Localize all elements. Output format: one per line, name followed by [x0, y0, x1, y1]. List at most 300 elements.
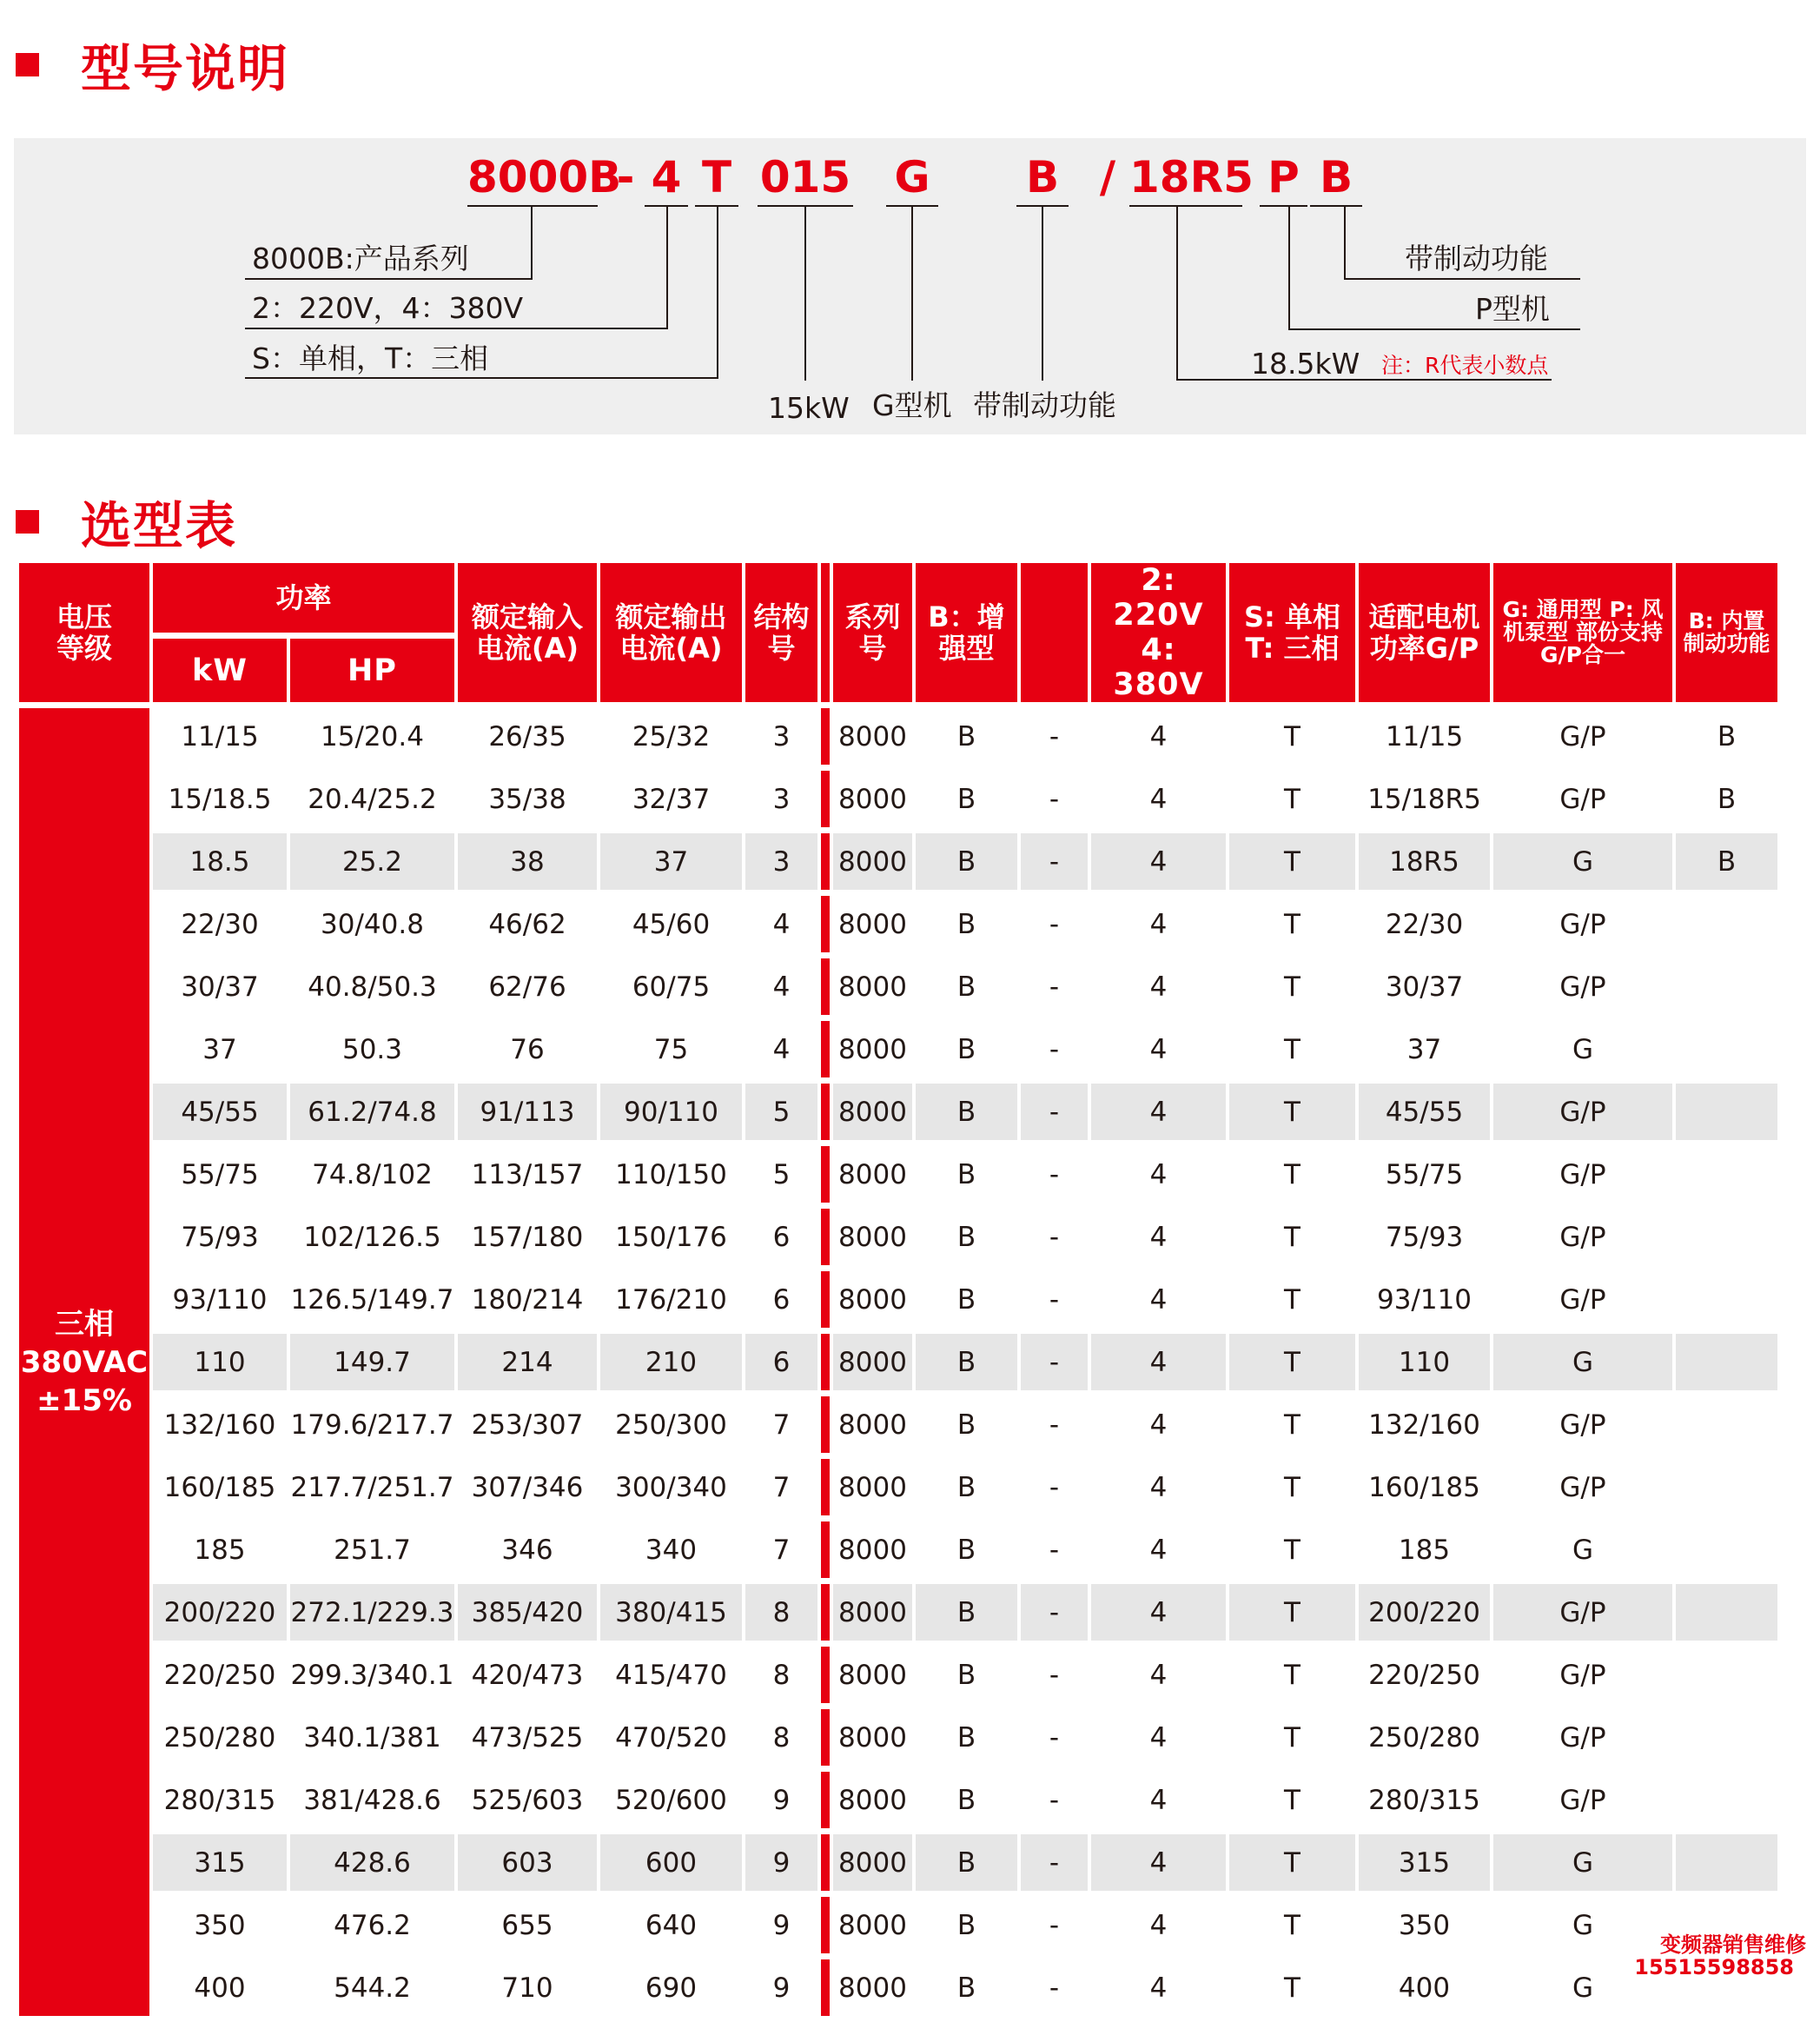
cell-b: B: [916, 1897, 1017, 1953]
cell-brake: [1676, 1584, 1777, 1641]
cell-b: B: [916, 1772, 1017, 1828]
cell-phase: T: [1229, 833, 1355, 890]
table-row: [19, 1959, 1777, 2016]
cell-dash: -: [1021, 1521, 1088, 1578]
cell-kw: 315: [153, 1834, 287, 1891]
cell-structure: 6: [745, 1209, 817, 1265]
cell-phase: T: [1229, 771, 1355, 827]
cell-output-current: 340: [600, 1521, 742, 1578]
cell-hp: 251.7: [290, 1521, 454, 1578]
table-divider: [821, 1521, 830, 1578]
cell-output-current: 75: [600, 1021, 742, 1077]
cell-structure: 5: [745, 1146, 817, 1203]
label-brake-g: 带制动功能: [973, 388, 1116, 422]
table-divider: [821, 708, 830, 765]
cell-motor-power: 315: [1359, 1834, 1490, 1891]
cell-phase: T: [1229, 1334, 1355, 1390]
cell-voltage-code: 4: [1091, 1959, 1226, 2016]
section-title-selection: [16, 485, 237, 558]
cell-voltage-code: 4: [1091, 1271, 1226, 1328]
cell-kw: 11/15: [153, 708, 287, 765]
cell-series: 8000: [833, 1396, 912, 1453]
header-row: [19, 563, 1777, 633]
label-power-g: 15kW: [768, 391, 850, 425]
table-row: [19, 1772, 1777, 1828]
cell-motor-power: 93/110: [1359, 1271, 1490, 1328]
cell-output-current: 640: [600, 1897, 742, 1953]
label-note: 注：R代表小数点: [1381, 353, 1549, 378]
cell-kw: 185: [153, 1521, 287, 1578]
cell-input-current: 525/603: [458, 1772, 597, 1828]
cell-voltage-code: 4: [1091, 1521, 1226, 1578]
header-phase-code: S: 单相 T: 三相: [1229, 563, 1355, 702]
cell-dash: -: [1021, 1021, 1088, 1077]
cell-phase: T: [1229, 1772, 1355, 1828]
cell-b: B: [916, 1709, 1017, 1766]
cell-b: B: [916, 771, 1017, 827]
cell-motor-power: 250/280: [1359, 1709, 1490, 1766]
cell-gp-type: G/P: [1493, 1146, 1672, 1203]
cell-hp: 102/126.5: [290, 1209, 454, 1265]
cell-phase: T: [1229, 1021, 1355, 1077]
label-brake-p: 带制动功能: [1405, 242, 1548, 275]
cell-motor-power: 37: [1359, 1021, 1490, 1077]
cell-series: 8000: [833, 833, 912, 890]
cell-input-current: 76: [458, 1021, 597, 1077]
cell-phase: T: [1229, 1396, 1355, 1453]
cell-output-current: 176/210: [600, 1271, 742, 1328]
cell-hp: 272.1/229.3: [290, 1584, 454, 1641]
leader-line: [804, 207, 806, 381]
cell-b: B: [916, 958, 1017, 1015]
cell-voltage-code: 4: [1091, 1396, 1226, 1453]
cell-output-current: 110/150: [600, 1146, 742, 1203]
table-row: [19, 896, 1777, 952]
table-divider: [821, 1021, 830, 1077]
header-voltage-code: 2: 220V 4: 380V: [1091, 563, 1226, 702]
cell-dash: -: [1021, 1459, 1088, 1515]
table-row: [19, 1396, 1777, 1453]
cell-structure: 9: [745, 1834, 817, 1891]
cell-kw: 30/37: [153, 958, 287, 1015]
table-row: [19, 1521, 1777, 1578]
cell-structure: 4: [745, 1021, 817, 1077]
cell-phase: T: [1229, 1959, 1355, 2016]
cell-kw: 55/75: [153, 1146, 287, 1203]
cell-b: B: [916, 1334, 1017, 1390]
code-p-type: P: [1267, 152, 1300, 202]
code-series: 8000B: [467, 152, 622, 202]
cell-structure: 9: [745, 1772, 817, 1828]
cell-dash: -: [1021, 833, 1088, 890]
cell-dash: -: [1021, 1334, 1088, 1390]
cell-gp-type: G: [1493, 1334, 1672, 1390]
code-g-type: G: [894, 152, 930, 202]
cell-gp-type: G/P: [1493, 1709, 1672, 1766]
cell-hp: 20.4/25.2: [290, 771, 454, 827]
cell-motor-power: 11/15: [1359, 708, 1490, 765]
cell-structure: 7: [745, 1459, 817, 1515]
cell-brake: [1676, 1772, 1777, 1828]
cell-gp-type: G: [1493, 1959, 1672, 2016]
cell-gp-type: G/P: [1493, 1772, 1672, 1828]
code-brake-p: B: [1319, 152, 1353, 202]
square-bullet-icon: [16, 53, 39, 76]
leader-line: [1176, 379, 1552, 381]
cell-dash: -: [1021, 958, 1088, 1015]
cell-series: 8000: [833, 1834, 912, 1891]
cell-kw: 45/55: [153, 1084, 287, 1140]
cell-phase: T: [1229, 1897, 1355, 1953]
cell-input-current: 62/76: [458, 958, 597, 1015]
cell-input-current: 46/62: [458, 896, 597, 952]
cell-gp-type: G/P: [1493, 1459, 1672, 1515]
cell-series: 8000: [833, 708, 912, 765]
cell-dash: -: [1021, 1146, 1088, 1203]
cell-motor-power: 200/220: [1359, 1584, 1490, 1641]
cell-output-current: 690: [600, 1959, 742, 2016]
cell-structure: 8: [745, 1647, 817, 1703]
cell-motor-power: 160/185: [1359, 1459, 1490, 1515]
cell-voltage-code: 4: [1091, 1209, 1226, 1265]
cell-kw: 250/280: [153, 1709, 287, 1766]
cell-series: 8000: [833, 896, 912, 952]
cell-motor-power: 18R5: [1359, 833, 1490, 890]
table-divider: [821, 1709, 830, 1766]
cell-motor-power: 55/75: [1359, 1146, 1490, 1203]
cell-phase: T: [1229, 896, 1355, 952]
label-p-type: P型机: [1475, 292, 1550, 326]
cell-gp-type: G: [1493, 1834, 1672, 1891]
table-divider: [821, 563, 830, 702]
cell-gp-type: G: [1493, 1897, 1672, 1953]
cell-b: B: [916, 1521, 1017, 1578]
cell-input-current: 113/157: [458, 1146, 597, 1203]
cell-output-current: 600: [600, 1834, 742, 1891]
cell-input-current: 91/113: [458, 1084, 597, 1140]
footer-service: 变频器销售维修: [1660, 1933, 1806, 1957]
cell-dash: -: [1021, 1897, 1088, 1953]
header-output-current: 额定输出电流(A): [600, 563, 742, 702]
leader-line: [717, 207, 718, 379]
cell-motor-power: 75/93: [1359, 1209, 1490, 1265]
cell-kw: 132/160: [153, 1396, 287, 1453]
cell-kw: 160/185: [153, 1459, 287, 1515]
header-gp-type: G: 通用型 P: 风机泵型 部份支持G/P合一: [1493, 563, 1672, 702]
leader-line: [911, 207, 913, 381]
cell-motor-power: 220/250: [1359, 1647, 1490, 1703]
cell-output-current: 45/60: [600, 896, 742, 952]
cell-b: B: [916, 1459, 1017, 1515]
cell-kw: 200/220: [153, 1584, 287, 1641]
underline: [1129, 205, 1242, 207]
cell-input-current: 26/35: [458, 708, 597, 765]
cell-structure: 6: [745, 1271, 817, 1328]
cell-input-current: 35/38: [458, 771, 597, 827]
underline: [1260, 205, 1307, 207]
cell-kw: 15/18.5: [153, 771, 287, 827]
table-row: [19, 1709, 1777, 1766]
cell-hp: 126.5/149.7: [290, 1271, 454, 1328]
cell-brake: [1676, 1146, 1777, 1203]
table-row: [19, 1084, 1777, 1140]
cell-series: 8000: [833, 1021, 912, 1077]
cell-structure: 5: [745, 1084, 817, 1140]
cell-output-current: 60/75: [600, 958, 742, 1015]
cell-dash: -: [1021, 771, 1088, 827]
cell-b: B: [916, 1834, 1017, 1891]
cell-structure: 4: [745, 958, 817, 1015]
table-row: [19, 1834, 1777, 1891]
cell-brake: [1676, 1209, 1777, 1265]
cell-hp: 428.6: [290, 1834, 454, 1891]
cell-series: 8000: [833, 1521, 912, 1578]
cell-series: 8000: [833, 1271, 912, 1328]
cell-gp-type: G/P: [1493, 1209, 1672, 1265]
cell-brake: [1676, 1521, 1777, 1578]
cell-phase: T: [1229, 708, 1355, 765]
cell-dash: -: [1021, 708, 1088, 765]
header-kw: kW: [153, 639, 287, 702]
cell-phase: T: [1229, 1521, 1355, 1578]
label-series: 8000B:产品系列: [252, 242, 469, 275]
cell-series: 8000: [833, 1772, 912, 1828]
leader-line: [1344, 207, 1346, 280]
cell-brake: [1676, 958, 1777, 1015]
table-row: [19, 771, 1777, 827]
cell-brake: [1676, 1647, 1777, 1703]
cell-brake: [1676, 1396, 1777, 1453]
cell-input-current: 346: [458, 1521, 597, 1578]
table-row: [19, 708, 1777, 765]
cell-input-current: 38: [458, 833, 597, 890]
cell-phase: T: [1229, 1834, 1355, 1891]
cell-kw: 93/110: [153, 1271, 287, 1328]
cell-structure: 4: [745, 896, 817, 952]
cell-voltage-code: 4: [1091, 1834, 1226, 1891]
underline: [1310, 205, 1362, 207]
cell-kw: 37: [153, 1021, 287, 1077]
cell-brake: [1676, 1021, 1777, 1077]
leader-line: [1344, 278, 1580, 280]
table-row: [19, 1897, 1777, 1953]
cell-voltage-code: 4: [1091, 1647, 1226, 1703]
cell-brake: B: [1676, 771, 1777, 827]
cell-gp-type: G: [1493, 833, 1672, 890]
cell-gp-type: G/P: [1493, 1271, 1672, 1328]
cell-brake: [1676, 1334, 1777, 1390]
cell-hp: 25.2: [290, 833, 454, 890]
cell-input-current: 473/525: [458, 1709, 597, 1766]
table-divider: [821, 1772, 830, 1828]
cell-hp: 381/428.6: [290, 1772, 454, 1828]
cell-voltage-code: 4: [1091, 833, 1226, 890]
cell-output-current: 250/300: [600, 1396, 742, 1453]
cell-phase: T: [1229, 1647, 1355, 1703]
cell-hp: 50.3: [290, 1021, 454, 1077]
cell-b: B: [916, 1647, 1017, 1703]
cell-structure: 9: [745, 1897, 817, 1953]
cell-dash: -: [1021, 1834, 1088, 1891]
header-structure: 结构号: [745, 563, 817, 702]
cell-brake: B: [1676, 833, 1777, 890]
cell-structure: 7: [745, 1521, 817, 1578]
header-voltage-level: 电压等级: [19, 563, 149, 702]
leader-line: [1288, 328, 1580, 330]
cell-hp: 179.6/217.7: [290, 1396, 454, 1453]
cell-gp-type: G/P: [1493, 896, 1672, 952]
header-b-enhanced: B：增强型: [916, 563, 1017, 702]
cell-brake: [1676, 896, 1777, 952]
header-blank: [1021, 563, 1088, 702]
cell-phase: T: [1229, 1709, 1355, 1766]
code-power-g: 015: [759, 152, 851, 202]
header-input-current: 额定输入电流(A): [458, 563, 597, 702]
cell-phase: T: [1229, 1584, 1355, 1641]
leader-line: [1176, 207, 1178, 381]
cell-gp-type: G: [1493, 1521, 1672, 1578]
cell-input-current: 307/346: [458, 1459, 597, 1515]
cell-dash: -: [1021, 1584, 1088, 1641]
cell-motor-power: 30/37: [1359, 958, 1490, 1015]
table-row: [19, 1459, 1777, 1515]
cell-b: B: [916, 1959, 1017, 2016]
table-divider: [821, 771, 830, 827]
cell-series: 8000: [833, 1584, 912, 1641]
table-divider: [821, 1459, 830, 1515]
cell-dash: -: [1021, 1209, 1088, 1265]
cell-output-current: 415/470: [600, 1647, 742, 1703]
cell-kw: 280/315: [153, 1772, 287, 1828]
cell-voltage-code: 4: [1091, 1146, 1226, 1203]
cell-hp: 217.7/251.7: [290, 1459, 454, 1515]
table-divider: [821, 896, 830, 952]
cell-hp: 74.8/102: [290, 1146, 454, 1203]
cell-phase: T: [1229, 1146, 1355, 1203]
table-divider: [821, 1584, 830, 1641]
cell-output-current: 32/37: [600, 771, 742, 827]
cell-input-current: 214: [458, 1334, 597, 1390]
table-row: [19, 1209, 1777, 1265]
table-row: [19, 1584, 1777, 1641]
selection-table: [16, 557, 1781, 2022]
cell-structure: 6: [745, 1334, 817, 1390]
cell-input-current: 420/473: [458, 1647, 597, 1703]
cell-b: B: [916, 1584, 1017, 1641]
cell-voltage-code: 4: [1091, 896, 1226, 952]
label-power-p: 18.5kW: [1251, 347, 1360, 381]
table-divider: [821, 1084, 830, 1140]
cell-brake: [1676, 1271, 1777, 1328]
leader-line: [1042, 207, 1043, 381]
cell-brake: [1676, 1459, 1777, 1515]
cell-motor-power: 400: [1359, 1959, 1490, 2016]
cell-hp: 61.2/74.8: [290, 1084, 454, 1140]
table-row: [19, 1271, 1777, 1328]
cell-kw: 400: [153, 1959, 287, 2016]
cell-dash: -: [1021, 1772, 1088, 1828]
underline: [467, 205, 598, 207]
cell-input-current: 603: [458, 1834, 597, 1891]
cell-voltage-code: 4: [1091, 1459, 1226, 1515]
cell-series: 8000: [833, 1959, 912, 2016]
cell-structure: 7: [745, 1396, 817, 1453]
cell-b: B: [916, 896, 1017, 952]
label-g-type: G型机: [872, 388, 952, 422]
cell-motor-power: 185: [1359, 1521, 1490, 1578]
cell-voltage-code: 4: [1091, 1772, 1226, 1828]
cell-motor-power: 350: [1359, 1897, 1490, 1953]
table-row: [19, 1647, 1777, 1703]
cell-output-current: 210: [600, 1334, 742, 1390]
cell-voltage-code: 4: [1091, 958, 1226, 1015]
cell-input-current: 180/214: [458, 1271, 597, 1328]
section-title-text: 型号说明: [81, 39, 290, 98]
cell-kw: 22/30: [153, 896, 287, 952]
cell-structure: 3: [745, 771, 817, 827]
cell-series: 8000: [833, 958, 912, 1015]
cell-dash: -: [1021, 1709, 1088, 1766]
label-phase: S：单相，T：三相: [252, 341, 489, 375]
cell-phase: T: [1229, 958, 1355, 1015]
table-row: [19, 958, 1777, 1015]
table-divider: [821, 1271, 830, 1328]
cell-brake: B: [1676, 708, 1777, 765]
cell-hp: 30/40.8: [290, 896, 454, 952]
leader-line: [666, 207, 668, 329]
cell-gp-type: G/P: [1493, 958, 1672, 1015]
table-divider: [821, 1647, 830, 1703]
cell-hp: 299.3/340.1: [290, 1647, 454, 1703]
leader-line: [245, 278, 533, 280]
cell-output-current: 150/176: [600, 1209, 742, 1265]
cell-motor-power: 15/18R5: [1359, 771, 1490, 827]
cell-b: B: [916, 708, 1017, 765]
cell-phase: T: [1229, 1209, 1355, 1265]
cell-b: B: [916, 833, 1017, 890]
cell-voltage-code: 4: [1091, 1084, 1226, 1140]
cell-hp: 476.2: [290, 1897, 454, 1953]
leader-line: [1288, 207, 1290, 330]
table-divider: [821, 1146, 830, 1203]
leader-line: [245, 328, 668, 329]
cell-input-current: 710: [458, 1959, 597, 2016]
cell-b: B: [916, 1021, 1017, 1077]
cell-input-current: 253/307: [458, 1396, 597, 1453]
cell-output-current: 300/340: [600, 1459, 742, 1515]
table-divider: [821, 958, 830, 1015]
cell-series: 8000: [833, 1334, 912, 1390]
cell-gp-type: G: [1493, 1021, 1672, 1077]
table-divider: [821, 1334, 830, 1390]
cell-gp-type: G/P: [1493, 1084, 1672, 1140]
cell-gp-type: G/P: [1493, 771, 1672, 827]
cell-kw: 110: [153, 1334, 287, 1390]
cell-b: B: [916, 1209, 1017, 1265]
table-divider: [821, 1396, 830, 1453]
cell-voltage-code: 4: [1091, 1021, 1226, 1077]
cell-output-current: 380/415: [600, 1584, 742, 1641]
header-power: 功率: [153, 563, 454, 633]
cell-motor-power: 132/160: [1359, 1396, 1490, 1453]
leader-line: [531, 207, 533, 280]
cell-series: 8000: [833, 1146, 912, 1203]
code-power-p: 18R5: [1129, 152, 1254, 202]
cell-b: B: [916, 1146, 1017, 1203]
cell-brake: [1676, 1084, 1777, 1140]
cell-gp-type: G/P: [1493, 708, 1672, 765]
table-row: [19, 1021, 1777, 1077]
